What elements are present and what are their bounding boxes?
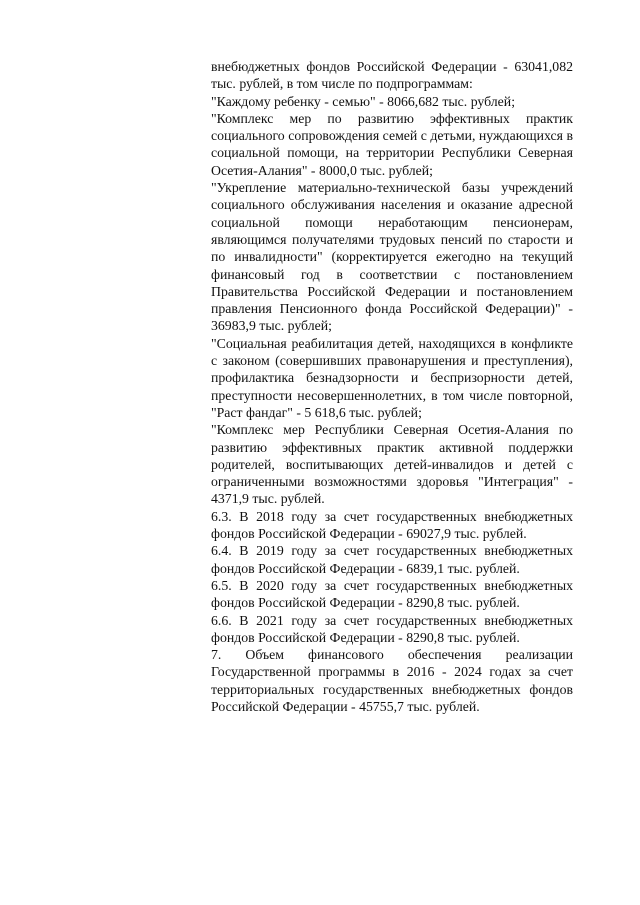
paragraph-item-6-3: 6.3. В 2018 году за счет государственных внебюджетных фондов Российской Федерации - 69027,9 тыс. рублей. bbox=[211, 508, 573, 542]
paragraph-social-support-families: "Комплекс мер по развитию эффективных практик социального сопровождения семей с детьми, нуждающихся в социальной помощи, на территории Республики Северная Осетия-Алания" - 8000,0 тыс. рублей; bbox=[211, 110, 573, 178]
paragraph-total-subprograms: внебюджетных фондов Российской Федерации - 63041,082 тыс. рублей, в том числе по подпрограммам: bbox=[211, 59, 573, 92]
paragraph-item-6-5: 6.5. В 2020 году за счет государственных внебюджетных фондов Российской Федерации - 8290,8 тыс. рублей. bbox=[211, 577, 573, 611]
paragraph-item-6-4: 6.4. В 2019 году за счет государственных внебюджетных фондов Российской Федерации - 6839,1 тыс. рублей. bbox=[211, 543, 573, 576]
paragraph-item-7: 7. Объем финансового обеспечения реализации Государственной программы в 2016 - 2024 годах за счет территориальных государственных внебюджетных фондов Российской Федерации - 45755,7 тыс. рублей. bbox=[211, 647, 573, 714]
paragraph-integration: "Комплекс мер Республики Северная Осетия-Алания по развитию эффективных практик активной поддержки родителей, воспитывающих детей-инвалидов и детей с ограниченными возможностями здоровья "Интеграция" - 4371,9 тыс. рублей. bbox=[211, 422, 573, 507]
paragraph-item-6-6: 6.6. В 2021 году за счет государственных внебюджетных фондов Российской Федерации - 8290,8 тыс. рублей. bbox=[211, 612, 573, 645]
paragraph-every-child-family: "Каждому ребенку - семью" - 8066,682 тыс. рублей; bbox=[211, 93, 516, 109]
paragraph-rehabilitation-children: "Социальная реабилитация детей, находящихся в конфликте с законом (совершивших правонарушения и преступления), профилактика безнадзорности и беспризорности детей, преступности несовершеннолетних, в том числе повторной, "Раст фандаг" - 5 618,6 тыс. рублей; bbox=[211, 335, 573, 420]
document-body bbox=[211, 58, 573, 715]
paragraph-material-base: "Укрепление материально-технической базы учреждений социального обслуживания населения и оказание адресной социальной помощи неработающим пенсионерам, являющимся получателями трудовых пенсий по старости и по инвалидности" (корректируется ежегодно на текущий финансовый год в соответствии с постановлением Правительства Российской Федерации и постановлением правления Пенсионного фонда Российской Федерации)" - 36983,9 тыс. рублей; bbox=[211, 180, 573, 334]
